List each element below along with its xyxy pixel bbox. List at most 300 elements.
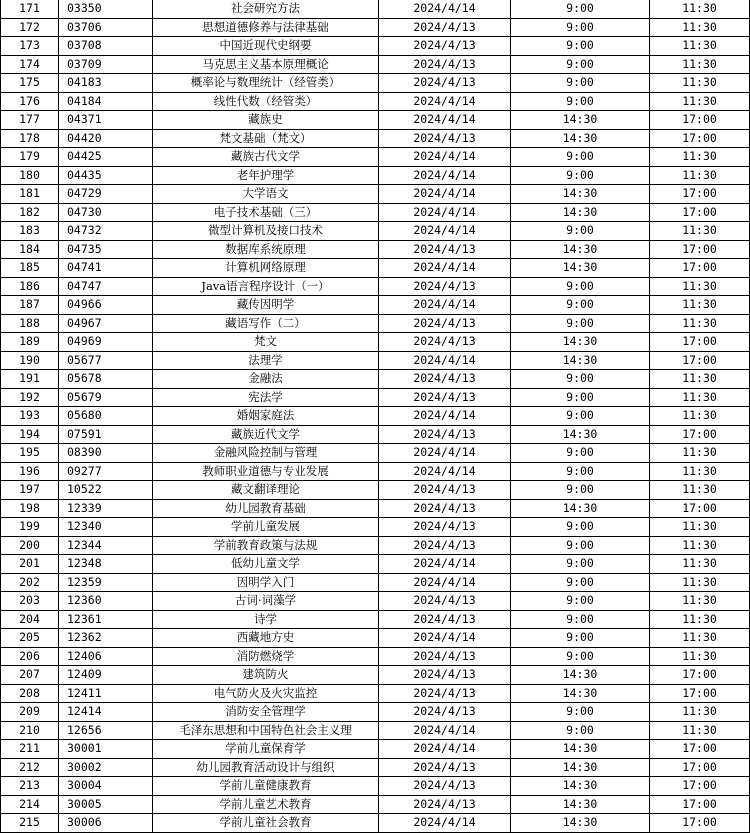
end-time: 11:30 xyxy=(650,0,750,18)
course-name: 藏族史 xyxy=(153,111,379,130)
course-name: 金融风险控制与管理 xyxy=(153,444,379,463)
exam-date: 2024/4/14 xyxy=(379,573,511,592)
row-number: 175 xyxy=(1,74,59,93)
start-time: 14:30 xyxy=(511,111,650,130)
exam-date: 2024/4/13 xyxy=(379,684,511,703)
table-row xyxy=(1,499,750,518)
course-name: 低幼儿童文学 xyxy=(153,555,379,574)
course-name: 西藏地方史 xyxy=(153,629,379,648)
exam-date: 2024/4/14 xyxy=(379,462,511,481)
exam-date: 2024/4/14 xyxy=(379,740,511,759)
course-name: 计算机网络原理 xyxy=(153,259,379,278)
row-number: 198 xyxy=(1,499,59,518)
course-name: 建筑防火 xyxy=(153,666,379,685)
course-name: 幼儿园教育基础 xyxy=(153,499,379,518)
course-code: 12406 xyxy=(59,647,153,666)
row-number: 210 xyxy=(1,721,59,740)
row-number: 199 xyxy=(1,518,59,537)
course-code: 12348 xyxy=(59,555,153,574)
row-number: 174 xyxy=(1,55,59,74)
course-name: 线性代数（经管类） xyxy=(153,92,379,111)
end-time: 11:30 xyxy=(650,629,750,648)
table-row xyxy=(1,55,750,74)
row-number: 207 xyxy=(1,666,59,685)
table-row xyxy=(1,536,750,555)
course-code: 03350 xyxy=(59,0,153,18)
course-code: 04425 xyxy=(59,148,153,167)
course-code: 03706 xyxy=(59,18,153,37)
exam-date: 2024/4/13 xyxy=(379,333,511,352)
exam-date: 2024/4/14 xyxy=(379,222,511,241)
end-time: 11:30 xyxy=(650,610,750,629)
exam-date: 2024/4/13 xyxy=(379,536,511,555)
end-time: 17:00 xyxy=(650,111,750,130)
row-number: 181 xyxy=(1,185,59,204)
row-number: 213 xyxy=(1,777,59,796)
course-name: 梵文 xyxy=(153,333,379,352)
row-number: 202 xyxy=(1,573,59,592)
row-number: 211 xyxy=(1,740,59,759)
end-time: 17:00 xyxy=(650,777,750,796)
table-row xyxy=(1,647,750,666)
start-time: 14:30 xyxy=(511,758,650,777)
course-code: 03709 xyxy=(59,55,153,74)
exam-date: 2024/4/13 xyxy=(379,18,511,37)
course-name: 消防安全管理学 xyxy=(153,703,379,722)
start-time: 9:00 xyxy=(511,277,650,296)
row-number: 179 xyxy=(1,148,59,167)
end-time: 11:30 xyxy=(650,647,750,666)
course-name: 马克思主义基本原理概论 xyxy=(153,55,379,74)
end-time: 11:30 xyxy=(650,573,750,592)
start-time: 14:30 xyxy=(511,333,650,352)
course-code: 04371 xyxy=(59,111,153,130)
row-number: 212 xyxy=(1,758,59,777)
course-code: 04729 xyxy=(59,185,153,204)
course-code: 07591 xyxy=(59,425,153,444)
exam-date: 2024/4/13 xyxy=(379,37,511,56)
row-number: 186 xyxy=(1,277,59,296)
start-time: 14:30 xyxy=(511,795,650,814)
course-code: 30005 xyxy=(59,795,153,814)
course-code: 30001 xyxy=(59,740,153,759)
end-time: 11:30 xyxy=(650,55,750,74)
table-row xyxy=(1,74,750,93)
start-time: 9:00 xyxy=(511,536,650,555)
end-time: 17:00 xyxy=(650,185,750,204)
start-time: 9:00 xyxy=(511,314,650,333)
end-time: 17:00 xyxy=(650,740,750,759)
end-time: 11:30 xyxy=(650,166,750,185)
course-code: 03708 xyxy=(59,37,153,56)
course-name: 学前儿童社会教育 xyxy=(153,814,379,833)
course-name: 学前教育政策与法规 xyxy=(153,536,379,555)
row-number: 171 xyxy=(1,0,59,18)
row-number: 182 xyxy=(1,203,59,222)
start-time: 9:00 xyxy=(511,703,650,722)
course-code: 30004 xyxy=(59,777,153,796)
table-row xyxy=(1,18,750,37)
course-code: 30002 xyxy=(59,758,153,777)
end-time: 11:30 xyxy=(650,721,750,740)
exam-date: 2024/4/13 xyxy=(379,425,511,444)
end-time: 17:00 xyxy=(650,666,750,685)
row-number: 204 xyxy=(1,610,59,629)
course-name: 学前儿童健康教育 xyxy=(153,777,379,796)
row-number: 197 xyxy=(1,481,59,500)
table-row xyxy=(1,296,750,315)
start-time: 9:00 xyxy=(511,370,650,389)
end-time: 11:30 xyxy=(650,18,750,37)
exam-date: 2024/4/14 xyxy=(379,814,511,833)
end-time: 11:30 xyxy=(650,277,750,296)
course-name: 学前儿童发展 xyxy=(153,518,379,537)
course-name: 诗学 xyxy=(153,610,379,629)
exam-date: 2024/4/14 xyxy=(379,259,511,278)
course-name: 法理学 xyxy=(153,351,379,370)
start-time: 9:00 xyxy=(511,222,650,241)
table-row xyxy=(1,666,750,685)
start-time: 9:00 xyxy=(511,166,650,185)
exam-date: 2024/4/13 xyxy=(379,481,511,500)
course-name: 幼儿园教育活动设计与组织 xyxy=(153,758,379,777)
start-time: 14:30 xyxy=(511,777,650,796)
course-name: 学前儿童艺术教育 xyxy=(153,795,379,814)
exam-date: 2024/4/13 xyxy=(379,314,511,333)
course-name: 因明学入门 xyxy=(153,573,379,592)
row-number: 208 xyxy=(1,684,59,703)
exam-date: 2024/4/14 xyxy=(379,351,511,370)
exam-date: 2024/4/14 xyxy=(379,721,511,740)
start-time: 14:30 xyxy=(511,259,650,278)
exam-date: 2024/4/14 xyxy=(379,444,511,463)
course-name: 藏族古代文学 xyxy=(153,148,379,167)
start-time: 9:00 xyxy=(511,518,650,537)
table-row xyxy=(1,592,750,611)
end-time: 11:30 xyxy=(650,92,750,111)
start-time: 9:00 xyxy=(511,610,650,629)
table-row xyxy=(1,129,750,148)
exam-date: 2024/4/14 xyxy=(379,629,511,648)
course-name: Java语言程序设计（一） xyxy=(153,277,379,296)
exam-date: 2024/4/13 xyxy=(379,129,511,148)
table-row xyxy=(1,407,750,426)
exam-date: 2024/4/14 xyxy=(379,166,511,185)
table-row xyxy=(1,148,750,167)
course-name: 毛泽东思想和中国特色社会主义理 xyxy=(153,721,379,740)
row-number: 209 xyxy=(1,703,59,722)
exam-date: 2024/4/13 xyxy=(379,277,511,296)
course-code: 12411 xyxy=(59,684,153,703)
start-time: 9:00 xyxy=(511,555,650,574)
end-time: 17:00 xyxy=(650,758,750,777)
end-time: 17:00 xyxy=(650,259,750,278)
end-time: 11:30 xyxy=(650,296,750,315)
start-time: 14:30 xyxy=(511,740,650,759)
course-code: 12361 xyxy=(59,610,153,629)
course-name: 微型计算机及接口技术 xyxy=(153,222,379,241)
exam-date: 2024/4/14 xyxy=(379,185,511,204)
row-number: 184 xyxy=(1,240,59,259)
course-name: 藏文翻译理论 xyxy=(153,481,379,500)
course-name: 思想道德修养与法律基础 xyxy=(153,18,379,37)
course-code: 04966 xyxy=(59,296,153,315)
table-row xyxy=(1,111,750,130)
course-name: 数据库系统原理 xyxy=(153,240,379,259)
exam-date: 2024/4/14 xyxy=(379,111,511,130)
row-number: 190 xyxy=(1,351,59,370)
start-time: 9:00 xyxy=(511,74,650,93)
course-name: 古词·词藻学 xyxy=(153,592,379,611)
row-number: 187 xyxy=(1,296,59,315)
row-number: 191 xyxy=(1,370,59,389)
course-code: 12344 xyxy=(59,536,153,555)
exam-date: 2024/4/13 xyxy=(379,499,511,518)
row-number: 196 xyxy=(1,462,59,481)
row-number: 192 xyxy=(1,388,59,407)
course-name: 婚姻家庭法 xyxy=(153,407,379,426)
start-time: 14:30 xyxy=(511,425,650,444)
table-row xyxy=(1,259,750,278)
end-time: 11:30 xyxy=(650,555,750,574)
start-time: 14:30 xyxy=(511,814,650,833)
course-code: 05677 xyxy=(59,351,153,370)
course-code: 04435 xyxy=(59,166,153,185)
end-time: 17:00 xyxy=(650,333,750,352)
exam-date: 2024/4/14 xyxy=(379,148,511,167)
table-body xyxy=(1,0,750,832)
course-name: 藏传因明学 xyxy=(153,296,379,315)
end-time: 11:30 xyxy=(650,370,750,389)
exam-date: 2024/4/14 xyxy=(379,296,511,315)
end-time: 11:30 xyxy=(650,703,750,722)
start-time: 9:00 xyxy=(511,148,650,167)
row-number: 194 xyxy=(1,425,59,444)
course-code: 09277 xyxy=(59,462,153,481)
start-time: 9:00 xyxy=(511,629,650,648)
table-row xyxy=(1,277,750,296)
course-name: 藏语写作（二） xyxy=(153,314,379,333)
end-time: 11:30 xyxy=(650,518,750,537)
start-time: 9:00 xyxy=(511,444,650,463)
end-time: 17:00 xyxy=(650,240,750,259)
start-time: 9:00 xyxy=(511,388,650,407)
course-code: 05679 xyxy=(59,388,153,407)
end-time: 17:00 xyxy=(650,814,750,833)
start-time: 14:30 xyxy=(511,666,650,685)
exam-date: 2024/4/13 xyxy=(379,795,511,814)
exam-date: 2024/4/13 xyxy=(379,758,511,777)
exam-date: 2024/4/13 xyxy=(379,666,511,685)
course-name: 宪法学 xyxy=(153,388,379,407)
table-row xyxy=(1,555,750,574)
end-time: 17:00 xyxy=(650,795,750,814)
table-row xyxy=(1,721,750,740)
end-time: 11:30 xyxy=(650,222,750,241)
exam-date: 2024/4/13 xyxy=(379,388,511,407)
table-row xyxy=(1,610,750,629)
course-code: 12340 xyxy=(59,518,153,537)
start-time: 9:00 xyxy=(511,37,650,56)
exam-date: 2024/4/13 xyxy=(379,610,511,629)
course-name: 消防燃烧学 xyxy=(153,647,379,666)
table-row xyxy=(1,795,750,814)
end-time: 17:00 xyxy=(650,499,750,518)
table-row xyxy=(1,370,750,389)
table-row xyxy=(1,166,750,185)
row-number: 205 xyxy=(1,629,59,648)
table-row xyxy=(1,425,750,444)
course-code: 04741 xyxy=(59,259,153,278)
exam-date: 2024/4/14 xyxy=(379,92,511,111)
table-row xyxy=(1,758,750,777)
row-number: 183 xyxy=(1,222,59,241)
table-row xyxy=(1,0,750,18)
exam-date: 2024/4/13 xyxy=(379,777,511,796)
table-row xyxy=(1,185,750,204)
start-time: 9:00 xyxy=(511,592,650,611)
row-number: 206 xyxy=(1,647,59,666)
course-name: 藏族近代文学 xyxy=(153,425,379,444)
end-time: 11:30 xyxy=(650,462,750,481)
table-row xyxy=(1,481,750,500)
course-name: 中国近现代史纲要 xyxy=(153,37,379,56)
end-time: 11:30 xyxy=(650,74,750,93)
start-time: 9:00 xyxy=(511,481,650,500)
table-row xyxy=(1,388,750,407)
exam-date: 2024/4/13 xyxy=(379,74,511,93)
exam-date: 2024/4/13 xyxy=(379,592,511,611)
table-row xyxy=(1,203,750,222)
exam-date: 2024/4/13 xyxy=(379,703,511,722)
row-number: 189 xyxy=(1,333,59,352)
start-time: 14:30 xyxy=(511,684,650,703)
exam-date: 2024/4/14 xyxy=(379,0,511,18)
start-time: 9:00 xyxy=(511,647,650,666)
end-time: 11:30 xyxy=(650,314,750,333)
course-name: 学前儿童保育学 xyxy=(153,740,379,759)
course-code: 12414 xyxy=(59,703,153,722)
table-row xyxy=(1,314,750,333)
start-time: 9:00 xyxy=(511,721,650,740)
table-row xyxy=(1,573,750,592)
row-number: 200 xyxy=(1,536,59,555)
start-time: 14:30 xyxy=(511,351,650,370)
course-name: 梵文基础（梵文） xyxy=(153,129,379,148)
course-code: 12360 xyxy=(59,592,153,611)
course-name: 金融法 xyxy=(153,370,379,389)
course-code: 04747 xyxy=(59,277,153,296)
course-code: 12359 xyxy=(59,573,153,592)
end-time: 11:30 xyxy=(650,388,750,407)
exam-date: 2024/4/13 xyxy=(379,370,511,389)
row-number: 214 xyxy=(1,795,59,814)
end-time: 11:30 xyxy=(650,37,750,56)
course-code: 30006 xyxy=(59,814,153,833)
course-code: 04420 xyxy=(59,129,153,148)
row-number: 188 xyxy=(1,314,59,333)
exam-date: 2024/4/14 xyxy=(379,555,511,574)
course-name: 社会研究方法 xyxy=(153,0,379,18)
table-row xyxy=(1,351,750,370)
course-code: 12362 xyxy=(59,629,153,648)
table-row xyxy=(1,684,750,703)
end-time: 17:00 xyxy=(650,203,750,222)
table-row xyxy=(1,444,750,463)
course-name: 电子技术基础（三） xyxy=(153,203,379,222)
table-row xyxy=(1,333,750,352)
end-time: 11:30 xyxy=(650,148,750,167)
row-number: 178 xyxy=(1,129,59,148)
course-code: 05678 xyxy=(59,370,153,389)
end-time: 11:30 xyxy=(650,481,750,500)
exam-date: 2024/4/14 xyxy=(379,407,511,426)
table-row xyxy=(1,629,750,648)
course-code: 10522 xyxy=(59,481,153,500)
table-row xyxy=(1,703,750,722)
course-code: 12409 xyxy=(59,666,153,685)
start-time: 9:00 xyxy=(511,407,650,426)
course-code: 04184 xyxy=(59,92,153,111)
course-name: 电气防火及火灾监控 xyxy=(153,684,379,703)
end-time: 11:30 xyxy=(650,536,750,555)
table-row xyxy=(1,777,750,796)
end-time: 11:30 xyxy=(650,407,750,426)
row-number: 193 xyxy=(1,407,59,426)
table-row xyxy=(1,814,750,833)
start-time: 9:00 xyxy=(511,462,650,481)
start-time: 14:30 xyxy=(511,240,650,259)
exam-date: 2024/4/13 xyxy=(379,55,511,74)
row-number: 203 xyxy=(1,592,59,611)
row-number: 173 xyxy=(1,37,59,56)
course-code: 04967 xyxy=(59,314,153,333)
course-code: 04732 xyxy=(59,222,153,241)
start-time: 14:30 xyxy=(511,499,650,518)
start-time: 9:00 xyxy=(511,0,650,18)
course-code: 04969 xyxy=(59,333,153,352)
end-time: 11:30 xyxy=(650,444,750,463)
end-time: 17:00 xyxy=(650,351,750,370)
start-time: 14:30 xyxy=(511,185,650,204)
end-time: 11:30 xyxy=(650,592,750,611)
end-time: 17:00 xyxy=(650,129,750,148)
end-time: 17:00 xyxy=(650,684,750,703)
course-code: 04730 xyxy=(59,203,153,222)
row-number: 195 xyxy=(1,444,59,463)
row-number: 201 xyxy=(1,555,59,574)
course-code: 04183 xyxy=(59,74,153,93)
table-row xyxy=(1,518,750,537)
exam-date: 2024/4/13 xyxy=(379,518,511,537)
exam-date: 2024/4/14 xyxy=(379,203,511,222)
exam-date: 2024/4/13 xyxy=(379,647,511,666)
course-name: 教师职业道德与专业发展 xyxy=(153,462,379,481)
table-row xyxy=(1,462,750,481)
course-code: 05680 xyxy=(59,407,153,426)
table-row xyxy=(1,37,750,56)
course-name: 大学语文 xyxy=(153,185,379,204)
course-code: 12339 xyxy=(59,499,153,518)
start-time: 9:00 xyxy=(511,296,650,315)
row-number: 176 xyxy=(1,92,59,111)
exam-date: 2024/4/13 xyxy=(379,240,511,259)
table-row xyxy=(1,240,750,259)
table-row xyxy=(1,222,750,241)
row-number: 177 xyxy=(1,111,59,130)
start-time: 14:30 xyxy=(511,129,650,148)
row-number: 180 xyxy=(1,166,59,185)
